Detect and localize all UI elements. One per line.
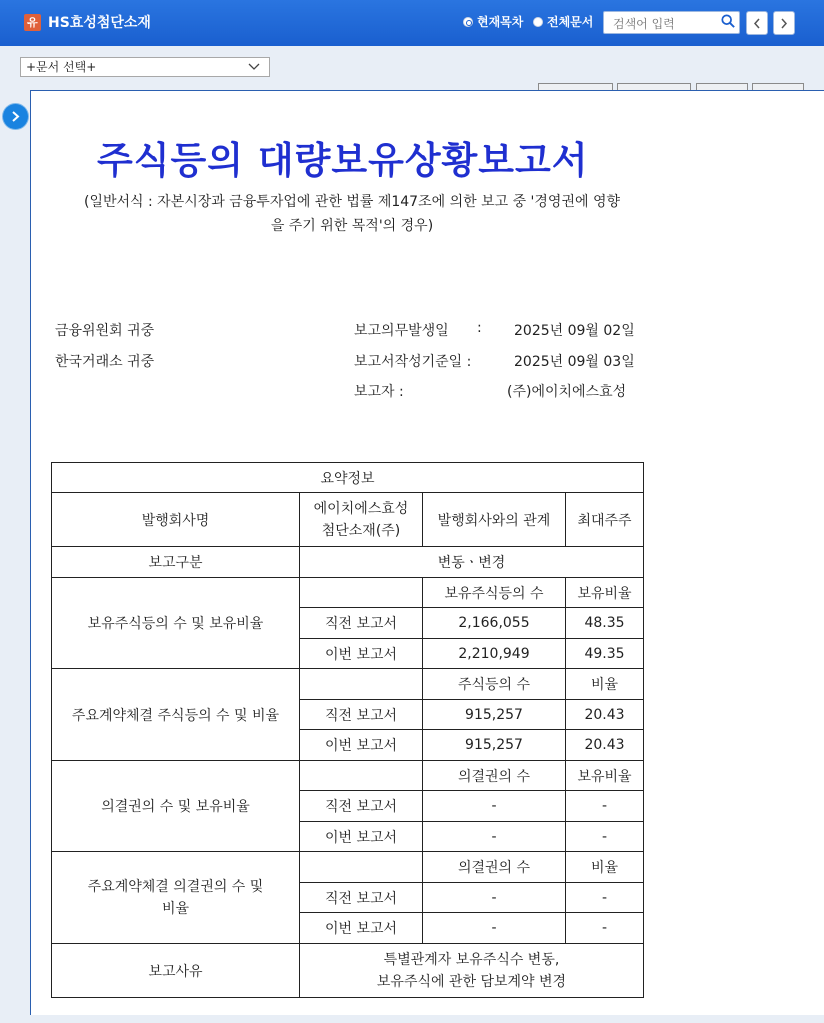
sec4-row1-name: 직전 보고서 <box>300 883 423 913</box>
sec2-col2: 비율 <box>566 669 644 700</box>
sec4-col2: 비율 <box>566 852 644 883</box>
radio-selected-icon <box>463 17 473 27</box>
sec1-label: 보유주식등의 수 및 보유비율 <box>52 578 300 669</box>
sec1-row1-b: 48.35 <box>566 608 644 639</box>
sec1-row1-a: 2,166,055 <box>423 608 566 639</box>
sec2-row1-b: 20.43 <box>566 700 644 730</box>
duty-date-label: 보고의무발생일 <box>354 323 449 339</box>
company-name: HS효성첨단소재 <box>48 15 151 31</box>
next-button[interactable] <box>773 11 795 35</box>
sec3-col2: 보유비율 <box>566 761 644 791</box>
sec1-col2: 보유비율 <box>566 578 644 608</box>
chevron-left-icon <box>753 18 761 29</box>
sec3-row1-name: 직전 보고서 <box>300 791 423 822</box>
reason-value <box>300 944 644 998</box>
sec4-row2-b: - <box>566 913 644 944</box>
reporter-value: (주)에이치에스효성 <box>507 384 627 400</box>
sec4-blank <box>300 852 423 883</box>
sec2-col1: 주식등의 수 <box>423 669 566 700</box>
radio-all-docs-label: 전체문서 <box>547 15 594 29</box>
sec3-blank <box>300 761 423 791</box>
radio-current-toc[interactable] <box>463 13 523 30</box>
sec1-row2-a: 2,210,949 <box>423 639 566 669</box>
chevron-right-icon <box>11 111 20 122</box>
sec4-row1-a: - <box>423 883 566 913</box>
company-logo-icon: 유 <box>24 14 41 31</box>
reporter-label: 보고자 : <box>354 384 404 400</box>
expand-sidebar-button[interactable] <box>3 104 28 129</box>
radio-all-docs[interactable] <box>533 13 593 30</box>
sec2-label: 주요계약체결 주식등의 수 및 비율 <box>52 669 300 761</box>
subtitle-line-1: (일반서식 : 자본시장과 금융투자업에 관한 법률 제147조에 의한 보고 중 '경영권에 영향 <box>84 194 620 210</box>
sec2-row1-a: 915,257 <box>423 700 566 730</box>
reason-label: 보고사유 <box>52 944 300 998</box>
sec3-row1-a: - <box>423 791 566 822</box>
subtitle-line-2: 을 주기 위한 목적'의 경우) <box>270 218 434 234</box>
search-box <box>603 11 740 34</box>
reason-line1: 특별관계자 보유주식수 변동, <box>383 951 560 968</box>
sec3-label: 의결권의 수 및 보유비율 <box>52 761 300 852</box>
sec4-row2-a: - <box>423 913 566 944</box>
reason-line2: 보유주식에 관한 담보계약 변경 <box>376 973 567 990</box>
sec1-col1: 보유주식등의 수 <box>423 578 566 608</box>
chevron-right-icon <box>780 18 788 29</box>
chevron-down-icon <box>248 63 260 71</box>
radio-current-toc-label: 현재목차 <box>477 15 524 29</box>
duty-date-colon: : <box>477 320 482 336</box>
sec3-col1: 의결권의 수 <box>423 761 566 791</box>
search-icon[interactable] <box>721 14 735 28</box>
relation-value: 최대주주 <box>566 493 644 547</box>
issuer-value <box>300 493 423 547</box>
sec4-col1: 의결권의 수 <box>423 852 566 883</box>
prev-button[interactable] <box>746 11 768 35</box>
base-date-label: 보고서작성기준일 : <box>354 354 472 370</box>
sec2-row1-name: 직전 보고서 <box>300 700 423 730</box>
search-input[interactable] <box>611 13 715 34</box>
sec1-row2-name: 이번 보고서 <box>300 639 423 669</box>
issuer-value-line2: 첨단소재(주) <box>321 522 401 539</box>
sec1-row2-b: 49.35 <box>566 639 644 669</box>
issuer-value-line1: 에이치에스효성 <box>313 500 409 517</box>
report-type-value: 변동ㆍ변경 <box>300 547 644 578</box>
base-date-value: 2025년 09월 03일 <box>514 354 635 370</box>
sec1-blank <box>300 578 423 608</box>
document-title: 주식등의 대량보유상황보고서 <box>97 138 589 182</box>
duty-date-value: 2025년 09월 02일 <box>514 323 635 339</box>
sec4-row1-b: - <box>566 883 644 913</box>
sec4-label-line1: 주요계약체결 의결권의 수 및 <box>87 878 264 895</box>
sec3-row2-b: - <box>566 822 644 852</box>
issuer-label: 발행회사명 <box>52 493 300 547</box>
sec2-row2-name: 이번 보고서 <box>300 730 423 761</box>
sec2-row2-a: 915,257 <box>423 730 566 761</box>
sec2-blank <box>300 669 423 700</box>
sec4-row2-name: 이번 보고서 <box>300 913 423 944</box>
sec3-row1-b: - <box>566 791 644 822</box>
relation-label: 발행회사와의 관계 <box>423 493 566 547</box>
radio-unselected-icon <box>533 17 543 27</box>
sec4-label <box>52 852 300 944</box>
document-select-value: +문서 선택+ <box>26 60 97 74</box>
sec1-row1-name: 직전 보고서 <box>300 608 423 639</box>
sec3-row2-name: 이번 보고서 <box>300 822 423 852</box>
addressee-krx: 한국거래소 귀중 <box>55 354 155 370</box>
addressee-fsc: 금융위원회 귀중 <box>55 323 155 339</box>
sec2-row2-b: 20.43 <box>566 730 644 761</box>
document-subtitle <box>56 190 648 238</box>
sec3-row2-a: - <box>423 822 566 852</box>
report-type-label: 보고구분 <box>52 547 300 578</box>
top-bar <box>0 0 824 46</box>
document-select[interactable] <box>20 57 270 77</box>
summary-header: 요약정보 <box>52 463 644 493</box>
summary-table <box>51 462 644 998</box>
sec4-label-line2: 비율 <box>161 900 190 917</box>
